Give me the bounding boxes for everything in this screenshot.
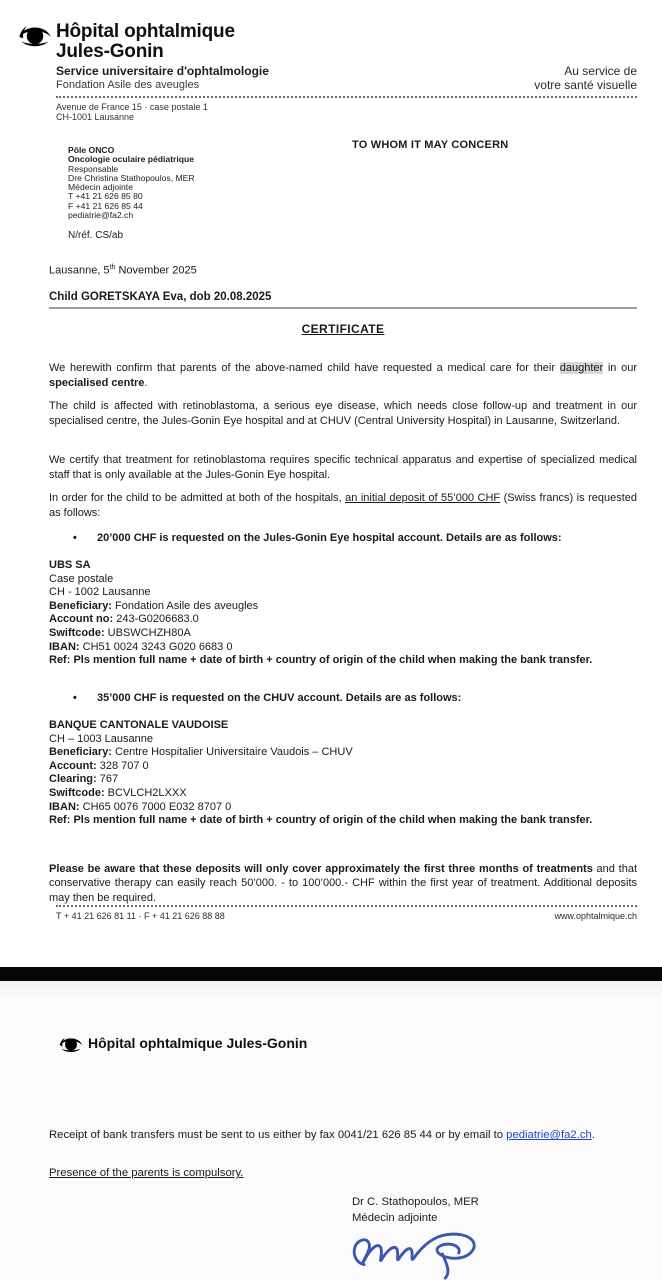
contact-block <box>68 146 195 220</box>
signer-name: Dr C. Stathopoulos, MER <box>352 1196 479 1208</box>
deposit-amount-underlined: an initial deposit of 55’000 CHF <box>345 492 501 504</box>
paragraph-certify: We certify that treatment for retinoblastoma requires specific technical apparatus and expertise of specialized medical staff that is only available at the Jules-Gonin Eye hospital. <box>49 454 637 481</box>
hospital-name <box>56 22 235 62</box>
email-link[interactable]: pediatrie@fa2.ch <box>506 1129 592 1142</box>
certificate-title: CERTIFICATE <box>301 322 385 336</box>
unit: Oncologie oculaire pédiatrique <box>68 154 195 165</box>
to-whom-heading: TO WHOM IT MAY CONCERN <box>352 139 509 151</box>
fax-number: F +41 21 626 85 44 <box>68 200 143 211</box>
department: Pôle ONCO <box>68 145 115 155</box>
paragraph-diagnosis: The child is affected with retinoblastoma, a serious eye disease, which needs close follow-up and treatment in our specialised centre, the Jules-Gonin Eye hospital and at CHUV (Central University Hospital) in Lausanne, Switzerland. <box>49 400 637 427</box>
subject-underline-rule <box>49 307 637 309</box>
footer-website: www.ophtalmique.ch <box>554 911 637 921</box>
bank-city: CH - 1002 Lausanne <box>49 586 151 599</box>
paragraph-confirmation: We herewith confirm that parents of the above-named child have requested a medical care for their daughter in our specialised centre. <box>49 362 638 389</box>
bank-field-iban: IBAN: CH51 0024 3243 G020 6683 0 <box>49 640 233 653</box>
bank-name: BANQUE CANTONALE VAUDOISE <box>49 719 229 731</box>
page-footer <box>56 911 637 921</box>
city-address: CH-1001 Lausanne <box>56 112 135 122</box>
bank-details-ubs <box>49 559 637 668</box>
bullet-chuv-deposit: • 35’000 CHF is requested on the CHUV account. Details are as follows: <box>73 692 462 704</box>
bank-field-iban: IBAN: CH65 0076 7000 E032 8707 0 <box>49 800 232 813</box>
signature-block <box>352 1194 479 1226</box>
street-address: Avenue de France 15 · case postale 1 <box>56 102 208 112</box>
hospital-name-line1: Hôpital ophtalmique <box>56 21 235 42</box>
eye-icon <box>58 1033 84 1054</box>
bullet-jules-gonin-deposit: • 20’000 CHF is requested on the Jules-Gonin Eye hospital account. Details are as follows: <box>73 532 562 544</box>
presence-note: Presence of the parents is compulsory. <box>49 1167 244 1180</box>
eye-icon <box>17 20 53 49</box>
receipt-instruction: Receipt of bank transfers must be sent to us either by fax 0041/21 626 85 44 or by email to pediatrie@fa2.ch. <box>49 1129 595 1142</box>
tagline: Au service de votre santé visuelle <box>534 64 637 92</box>
contact-email: pediatrie@fa2.ch <box>68 210 134 221</box>
subject-line: Child GORETSKAYA Eva, dob 20.08.2025 <box>49 291 272 303</box>
hospital-name-line2: Jules-Gonin <box>56 41 164 62</box>
bank-ref-note: Ref: Pls mention full name + date of birth + country of origin of the child when making the bank transfer. <box>49 814 593 827</box>
ordinal-superscript: th <box>109 264 116 271</box>
date-line: Lausanne, 5th November 2025 <box>49 264 197 277</box>
bank-name: UBS SA <box>49 559 91 571</box>
signer-title: Médecin adjointe <box>352 1212 438 1224</box>
footer-phones: T + 41 21 626 81 11 · F + 41 21 626 88 88 <box>56 911 225 921</box>
foundation-subtitle: Fondation Asile des aveugles <box>56 79 200 91</box>
bank-field-beneficiary: Beneficiary: Fondation Asile des aveugles <box>49 599 259 612</box>
highlighted-word: daughter <box>559 362 604 374</box>
bank-field-beneficiary: Beneficiary: Centre Hospitalier Universitaire Vaudois – CHUV <box>49 746 353 759</box>
phone-number: T +41 21 626 85 80 <box>68 191 143 202</box>
bank-field-account: Account: 328 707 0 <box>49 759 149 772</box>
paragraph-closing-warning: Please be aware that these deposits will only cover approximately the first three months of treatments and that conservative therapy can easily reach 50’000. - to 100’000.- CHF within the first year of treatment. Additional deposits may then be required. <box>49 863 637 904</box>
role: Responsable <box>68 163 119 174</box>
bank-city: CH – 1003 Lausanne <box>49 732 153 745</box>
reference-number: N/réf. CS/ab <box>68 230 124 241</box>
page2-hospital-name: Hôpital ophtalmique Jules-Gonin <box>88 1035 308 1051</box>
bank-field-swift: Swiftcode: UBSWCHZH80A <box>49 626 191 639</box>
header-divider <box>56 96 637 98</box>
bullet-icon: • <box>73 692 77 704</box>
doctor-title: Médecin adjointe <box>68 182 133 193</box>
doctor-name: Dre Christina Stathopoulos, MER <box>68 172 195 183</box>
bank-details-bcv <box>49 719 637 828</box>
footer-divider <box>56 905 637 907</box>
page-divider-bar <box>0 967 662 981</box>
service-subtitle: Service universitaire d'ophtalmologie <box>56 64 269 78</box>
bank-address: Case postale <box>49 572 114 585</box>
bank-field-account: Account no: 243-G0206683.0 <box>49 613 199 626</box>
bank-ref-note: Ref: Pls mention full name + date of birth + country of origin of the child when making the bank transfer. <box>49 654 593 667</box>
bank-field-clearing: Clearing: 767 <box>49 773 119 786</box>
paragraph-deposit: In order for the child to be admitted at both of the hospitals, an initial deposit of 55’000 CHF (Swiss francs) is requested as follows: <box>49 492 637 519</box>
bullet-icon: • <box>73 532 77 544</box>
bank-field-swift: Swiftcode: BCVLCH2LXXX <box>49 786 187 799</box>
handwritten-signature <box>346 1224 502 1280</box>
